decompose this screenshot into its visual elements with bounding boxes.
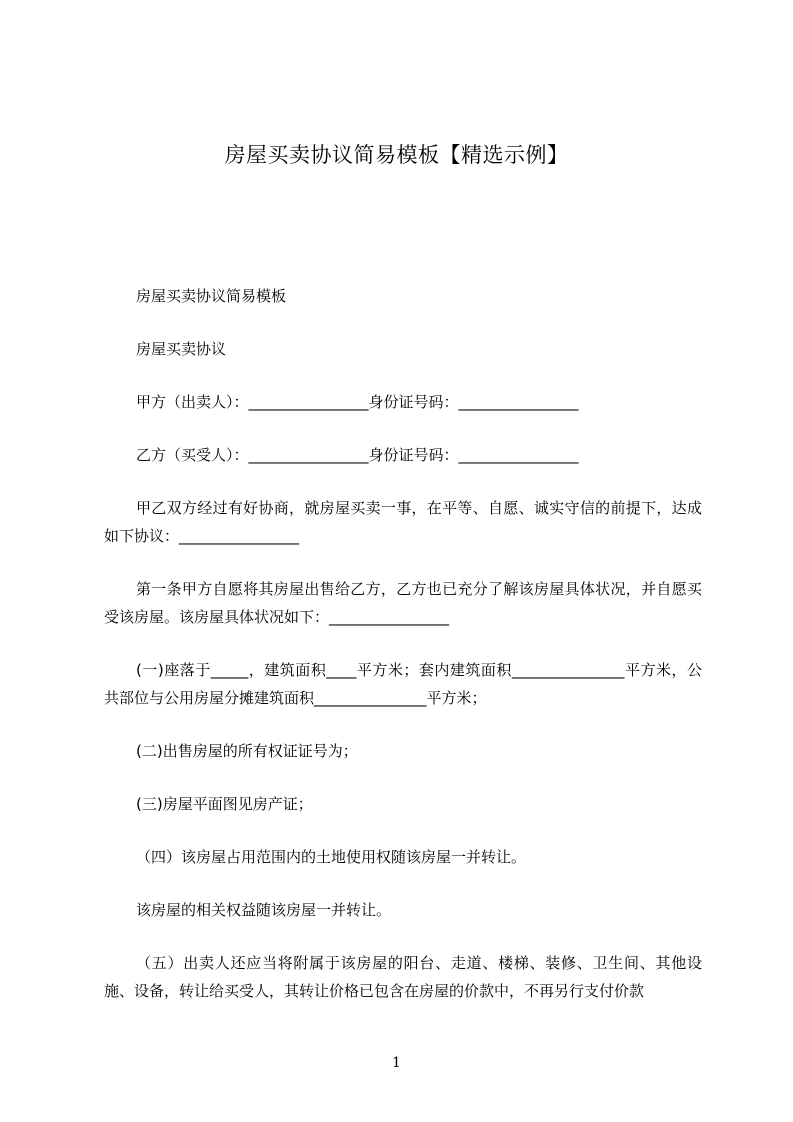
paragraph: 房屋买卖协议 <box>136 340 227 358</box>
paragraph: （五）出卖人还应当将附属于该房屋的阳台、走道、楼梯、装修、卫生间、其他设施、设备，转让给买受人，其转让价格已包含在房屋的价款中，不再另行支付价款 <box>104 954 702 1000</box>
paragraph: （四）该房屋占用范围内的土地使用权随该房屋一并转让。 <box>136 848 527 866</box>
paragraph: (二)出售房屋的所有权证证号为； <box>136 742 358 760</box>
paragraph: 甲方（出卖人）：________________身份证号码：________________ <box>136 393 579 411</box>
paragraph: 甲乙双方经过有好协商，就房屋买卖一事，在平等、自愿、诚实守信的前提下，达成如下协议：________________ <box>104 499 702 545</box>
page-number: 1 <box>392 1055 401 1071</box>
document-title: 房屋买卖协议简易模板【精选示例】 <box>224 143 569 167</box>
paragraph: (三)房屋平面图见房产证； <box>136 795 313 813</box>
paragraph: 该房屋的相关权益随该房屋一并转让。 <box>136 901 392 919</box>
paragraph: 乙方（买受人）：________________身份证号码：________________ <box>136 446 579 464</box>
paragraph: (一)座落于_____，建筑面积____平方米；套内建筑面积_______________平方米，公共部位与公用房屋分摊建筑面积_______________平方米； <box>104 661 702 707</box>
paragraph: 第一条甲方自愿将其房屋出售给乙方，乙方也已充分了解该房屋具体状况，并自愿买受该房屋。该房屋具体状况如下：________________ <box>104 580 702 626</box>
document-body <box>104 282 702 1005</box>
paragraph: 房屋买卖协议简易模板 <box>136 287 287 305</box>
